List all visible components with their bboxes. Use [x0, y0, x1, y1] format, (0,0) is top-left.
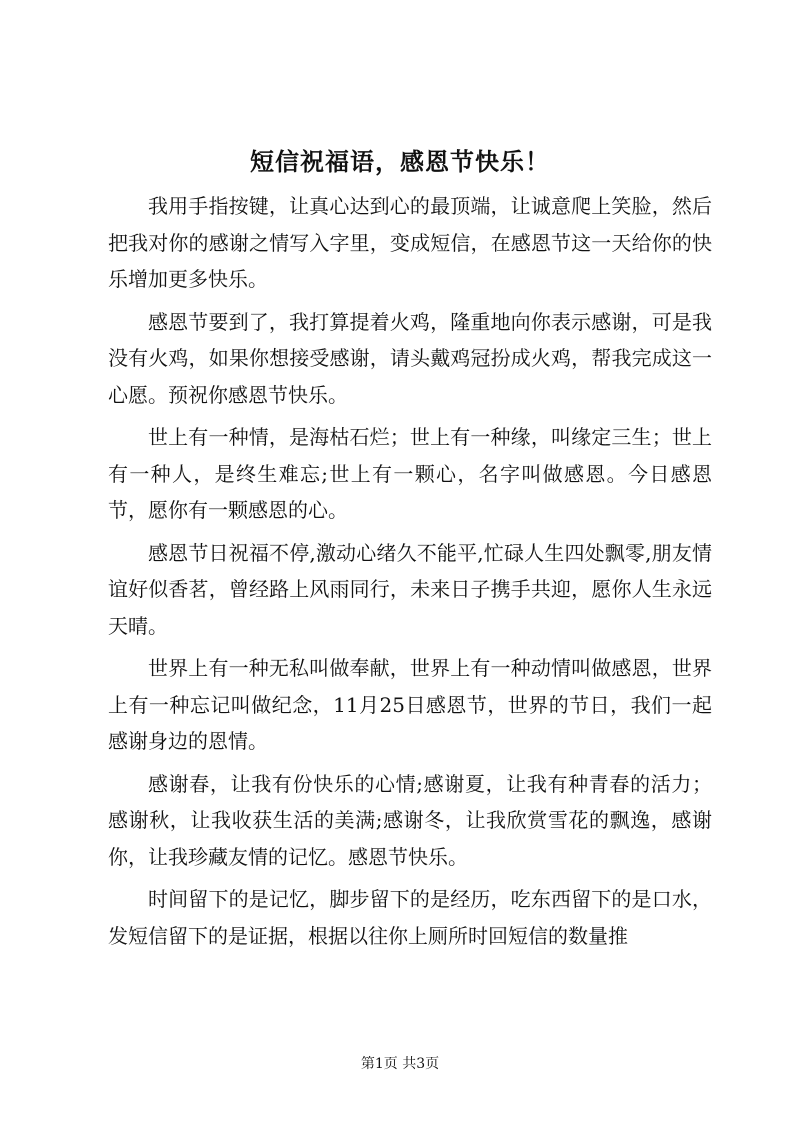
document-body [108, 188, 712, 960]
document-title: 短信祝福语，感恩节快乐！ [250, 147, 550, 176]
paragraph: 世上有一种情，是海枯石烂；世上有一种缘，叫缘定三生；世上有一种人，是终生难忘;世上有一颗心，名字叫做感恩。今日感恩节，愿你有一颗感恩的心。 [108, 425, 712, 522]
paragraph: 时间留下的是记忆，脚步留下的是经历，吃东西留下的是口水，发短信留下的是证据，根据以往你上厕所时回短信的数量推 [108, 887, 712, 948]
paragraph: 我用手指按键，让真心达到心的最顶端，让诚意爬上笑脸，然后把我对你的感谢之情写入字里，变成短信，在感恩节这一天给你的快乐增加更多快乐。 [108, 194, 712, 291]
page-footer: 第1页 共3页 [360, 1056, 440, 1072]
paragraph: 世界上有一种无私叫做奉献，世界上有一种动情叫做感恩，世界上有一种忘记叫做纪念，11月25日感恩节，世界的节日，我们一起感谢身边的恩情。 [108, 656, 712, 753]
paragraph: 感谢春，让我有份快乐的心情;感谢夏，让我有种青春的活力；感谢秋，让我收获生活的美满;感谢冬，让我欣赏雪花的飘逸，感谢你，让我珍藏友情的记忆。感恩节快乐。 [108, 771, 712, 869]
paragraph: 感恩节要到了，我打算提着火鸡，隆重地向你表示感谢，可是我没有火鸡，如果你想接受感谢，请头戴鸡冠扮成火鸡，帮我完成这一心愿。预祝你感恩节快乐。 [108, 309, 712, 407]
paragraph: 感恩节日祝福不停,激动心绪久不能平,忙碌人生四处飘零,朋友情谊好似香茗，曾经路上风雨同行，未来日子携手共迎，愿你人生永远天晴。 [108, 540, 712, 638]
